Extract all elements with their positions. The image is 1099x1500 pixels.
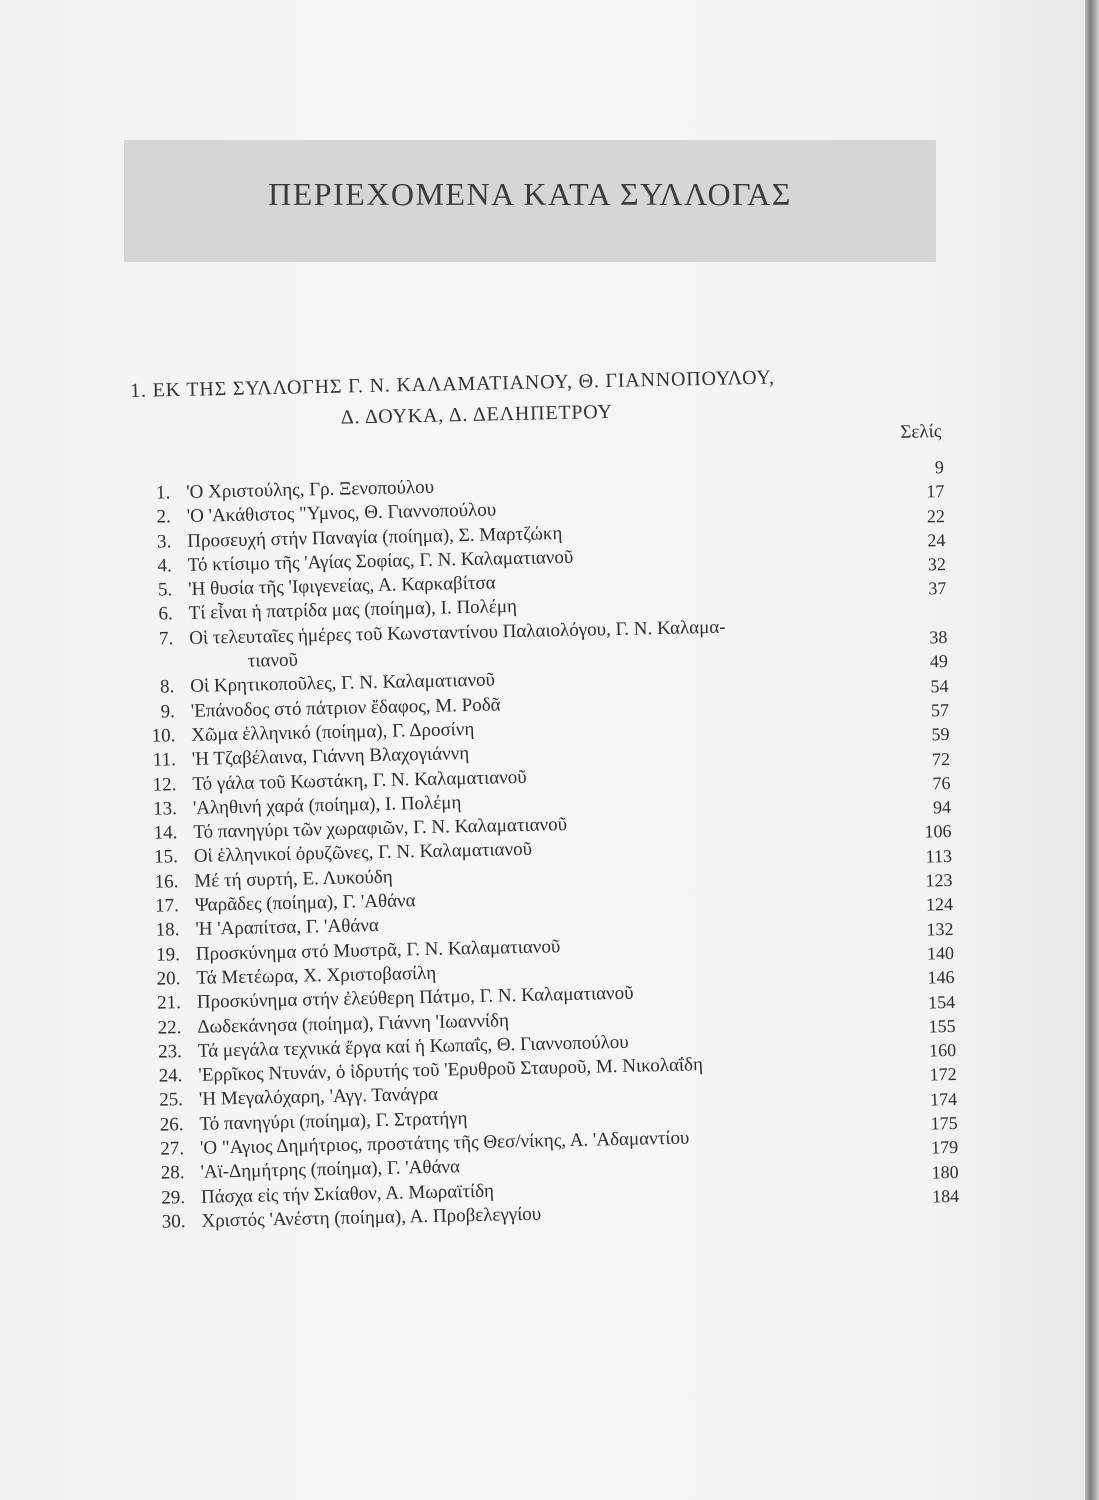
entry-title: 'Η θυσία τῆς 'Ιφιγενείας, Α. Καρκαβίτσα <box>188 572 496 601</box>
entry-number: 2. <box>156 506 171 528</box>
entry-page-number: 146 <box>927 967 955 988</box>
entry-number: 4. <box>157 555 172 577</box>
entry-title: 'Ο "Αγιος Δημήτριος, προστάτης τῆς Θεσ/νίκης, Α. 'Αδαμαντίου <box>199 1127 690 1159</box>
entry-title: Ψαρᾶδες (ποίημα), Γ. 'Αθάνα <box>194 890 416 916</box>
entry-number: 20. <box>156 968 181 990</box>
entry-title-continued: τιανοῦ <box>247 649 299 672</box>
entry-title: Οἱ τελευταῖες ἡμέρες τοῦ Κωνσταντίνου Παλαιολόγου, Γ. Ν. Καλαμα- <box>189 616 726 649</box>
entry-page-number: 179 <box>930 1137 959 1158</box>
section-title-line-2: Δ. ΔΟΥΚΑ, Δ. ΔΕΛΗΠΕΤΡΟΥ <box>340 400 614 429</box>
entry-number: 18. <box>155 919 180 941</box>
entry-page-number: 24 <box>927 529 946 551</box>
entry-title: Χριστός 'Ανέστη (ποίημα), Α. Προβελεγγίου <box>201 1203 542 1232</box>
entry-number: 14. <box>153 822 178 844</box>
toc-list <box>134 457 990 1235</box>
entry-title: Τά μεγάλα τεχνικά ἔργα καί ἡ Κωπαΐς, Θ. Γιαννοπούλου <box>197 1031 629 1062</box>
entry-number: 13. <box>152 798 178 820</box>
entry-title: Οἱ Κρητικοποῦλες, Γ. Ν. Καλαματιανοῦ <box>190 669 496 698</box>
entry-number: 30. <box>161 1210 186 1233</box>
entry-number: 6. <box>158 603 173 625</box>
entry-page-number: 180 <box>931 1161 959 1183</box>
entry-page-number: 106 <box>924 821 952 842</box>
entry-title: Μέ τή συρτή, Ε. Λυκούδη <box>194 866 393 892</box>
entry-page-number: 140 <box>926 942 955 964</box>
entry-title: Χῶμα ἑλληνικό (ποίημα), Γ. Δροσίνη <box>191 718 475 746</box>
entry-page-number: 57 <box>930 699 950 721</box>
entry-page-number: 22 <box>926 505 946 526</box>
entry-number: 16. <box>154 870 179 893</box>
entry-page-number: 184 <box>931 1185 960 1207</box>
entry-title: Τί εἶναι ἡ πατρίδα μας (ποίημα), Ι. Πολέμη <box>188 596 518 625</box>
entry-page-number: 32 <box>927 554 947 575</box>
entry-title: 'Αληθινή χαρά (ποίημα), Ι. Πολέμη <box>192 792 462 819</box>
entry-page-number: 17 <box>926 481 945 502</box>
entry-number: 26. <box>159 1113 184 1136</box>
entry-number: 10. <box>151 725 176 747</box>
entry-number: 9. <box>160 700 176 723</box>
entry-title: Τό πανηγύρι τῶν χωραφιῶν, Γ. Ν. Καλαματιανοῦ <box>193 814 568 843</box>
entry-number: 25. <box>158 1089 184 1112</box>
entry-number: 28. <box>160 1162 185 1184</box>
entry-number: 27. <box>160 1138 185 1160</box>
entry-number: 7. <box>158 627 174 650</box>
entry-number: 8. <box>159 676 175 698</box>
entry-title: 'Η Μεγαλόχαρη, 'Αγγ. Τανάγρα <box>198 1084 439 1111</box>
entry-page-number: 54 <box>930 675 949 697</box>
entry-title: 'Ερρῖκος Ντυνάν, ὁ ἱδρυτής τοῦ 'Ερυθροῦ Σταυροῦ, Μ. Νικολαΐδη <box>198 1054 704 1086</box>
entry-title: Δωδεκάνησα (ποίημα), Γιάννη 'Ιωαννίδη <box>197 1009 510 1038</box>
entry-page-number: 124 <box>925 894 954 915</box>
entry-title: Τό κτίσιμο τῆς 'Αγίας Σοφίας, Γ. Ν. Καλαματιανοῦ <box>187 546 574 576</box>
section-heading <box>130 363 942 443</box>
entry-number: 22. <box>157 1016 182 1039</box>
entry-title: 'Ο Χριστούλης, Γρ. Ξενοπούλου <box>186 476 435 503</box>
title-band <box>124 140 936 262</box>
entry-page-number: 132 <box>926 918 954 940</box>
entry-page-number: 49 <box>929 651 949 672</box>
section-title-line-1: ΕΚ ΤΗΣ ΣΥΛΛΟΓΗΣ Γ. Ν. ΚΑΛΑΜΑΤΙΑΝΟΥ, Θ. ΓΙΑΝΝΟΠΟΥΛΟΥ, <box>152 366 776 402</box>
entry-page-number: 59 <box>931 724 950 745</box>
entry-title: Τό πανηγύρι (ποίημα), Γ. Στρατήγη <box>199 1107 468 1135</box>
entry-number: 5. <box>157 579 173 601</box>
entry-page-number: 113 <box>925 845 953 867</box>
entry-title: 'Αϊ-Δημήτρης (ποίημα), Γ. 'Αθάνα <box>200 1156 461 1184</box>
entry-number: 24. <box>158 1065 183 1087</box>
entry-number: 12. <box>152 773 177 796</box>
entry-page-number: 160 <box>928 1040 957 1061</box>
entry-number: 19. <box>155 943 181 966</box>
entry-number: 17. <box>154 895 180 917</box>
entry-number: 1. <box>155 482 171 504</box>
entry-page-number: 94 <box>932 797 952 818</box>
entry-number: 23. <box>157 1040 183 1063</box>
entry-number: 21. <box>156 992 182 1014</box>
entry-page-number: 38 <box>929 626 948 648</box>
entry-page-number: 76 <box>932 772 951 794</box>
entry-page-number: 154 <box>927 991 956 1013</box>
page-edge <box>1085 0 1099 1500</box>
entry-page-number: 123 <box>925 869 953 891</box>
entry-page-number: 9 <box>934 457 945 478</box>
entry-title: Προσκύνημα στήν ἐλεύθερη Πάτμο, Γ. Ν. Καλαματιανοῦ <box>196 982 634 1014</box>
entry-title: Πάσχα εἰς τήν Σκίαθον, Α. Μωραϊτίδη <box>200 1180 495 1208</box>
entry-title: Τό γάλα τοῦ Κωστάκη, Γ. Ν. Καλαματιανοῦ <box>192 766 527 795</box>
entry-page-number: 175 <box>930 1112 958 1134</box>
entry-page-number: 72 <box>931 748 951 769</box>
entry-title: 'Επάνοδος στό πάτριον ἔδαφος, Μ. Ροδᾶ <box>190 694 501 722</box>
pages-column-label: Σελίς <box>900 421 942 443</box>
entry-title: Τά Μετέωρα, Χ. Χριστοβασίλη <box>196 962 437 989</box>
section-number: 1. <box>130 379 148 402</box>
entry-title: Προσκύνημα στό Μυστρᾶ, Γ. Ν. Καλαματιανοῦ <box>195 935 561 965</box>
entry-page-number: 155 <box>928 1015 956 1037</box>
entry-number: 3. <box>156 530 172 553</box>
entry-page-number: 172 <box>929 1064 957 1085</box>
entry-title: Οἱ ἑλληνικοί ὀρυζῶνες, Γ. Ν. Καλαματιανοῦ <box>193 839 533 868</box>
page-title: ΠΕΡΙΕΧΟΜΕΝΑ ΚΑΤΑ ΣΥΛΛΟΓΑΣ <box>268 176 792 212</box>
entry-title: 'Η Τζαβέλαινα, Γιάννη Βλαχογιάννη <box>191 743 470 771</box>
entry-page-number: 37 <box>928 578 947 599</box>
entry-title: Προσευχή στήν Παναγία (ποίημα), Σ. Μαρτζώκη <box>187 522 563 552</box>
entry-title: 'Η 'Αραπίτσα, Γ. 'Αθάνα <box>195 915 380 941</box>
entry-title: 'Ο 'Ακάθιστος "Υμνος, Θ. Γιαννοπούλου <box>186 499 497 528</box>
entry-number: 11. <box>152 749 177 771</box>
entry-number: 29. <box>161 1186 186 1209</box>
entry-page-number: 174 <box>929 1088 958 1110</box>
entry-number: 15. <box>153 846 179 869</box>
